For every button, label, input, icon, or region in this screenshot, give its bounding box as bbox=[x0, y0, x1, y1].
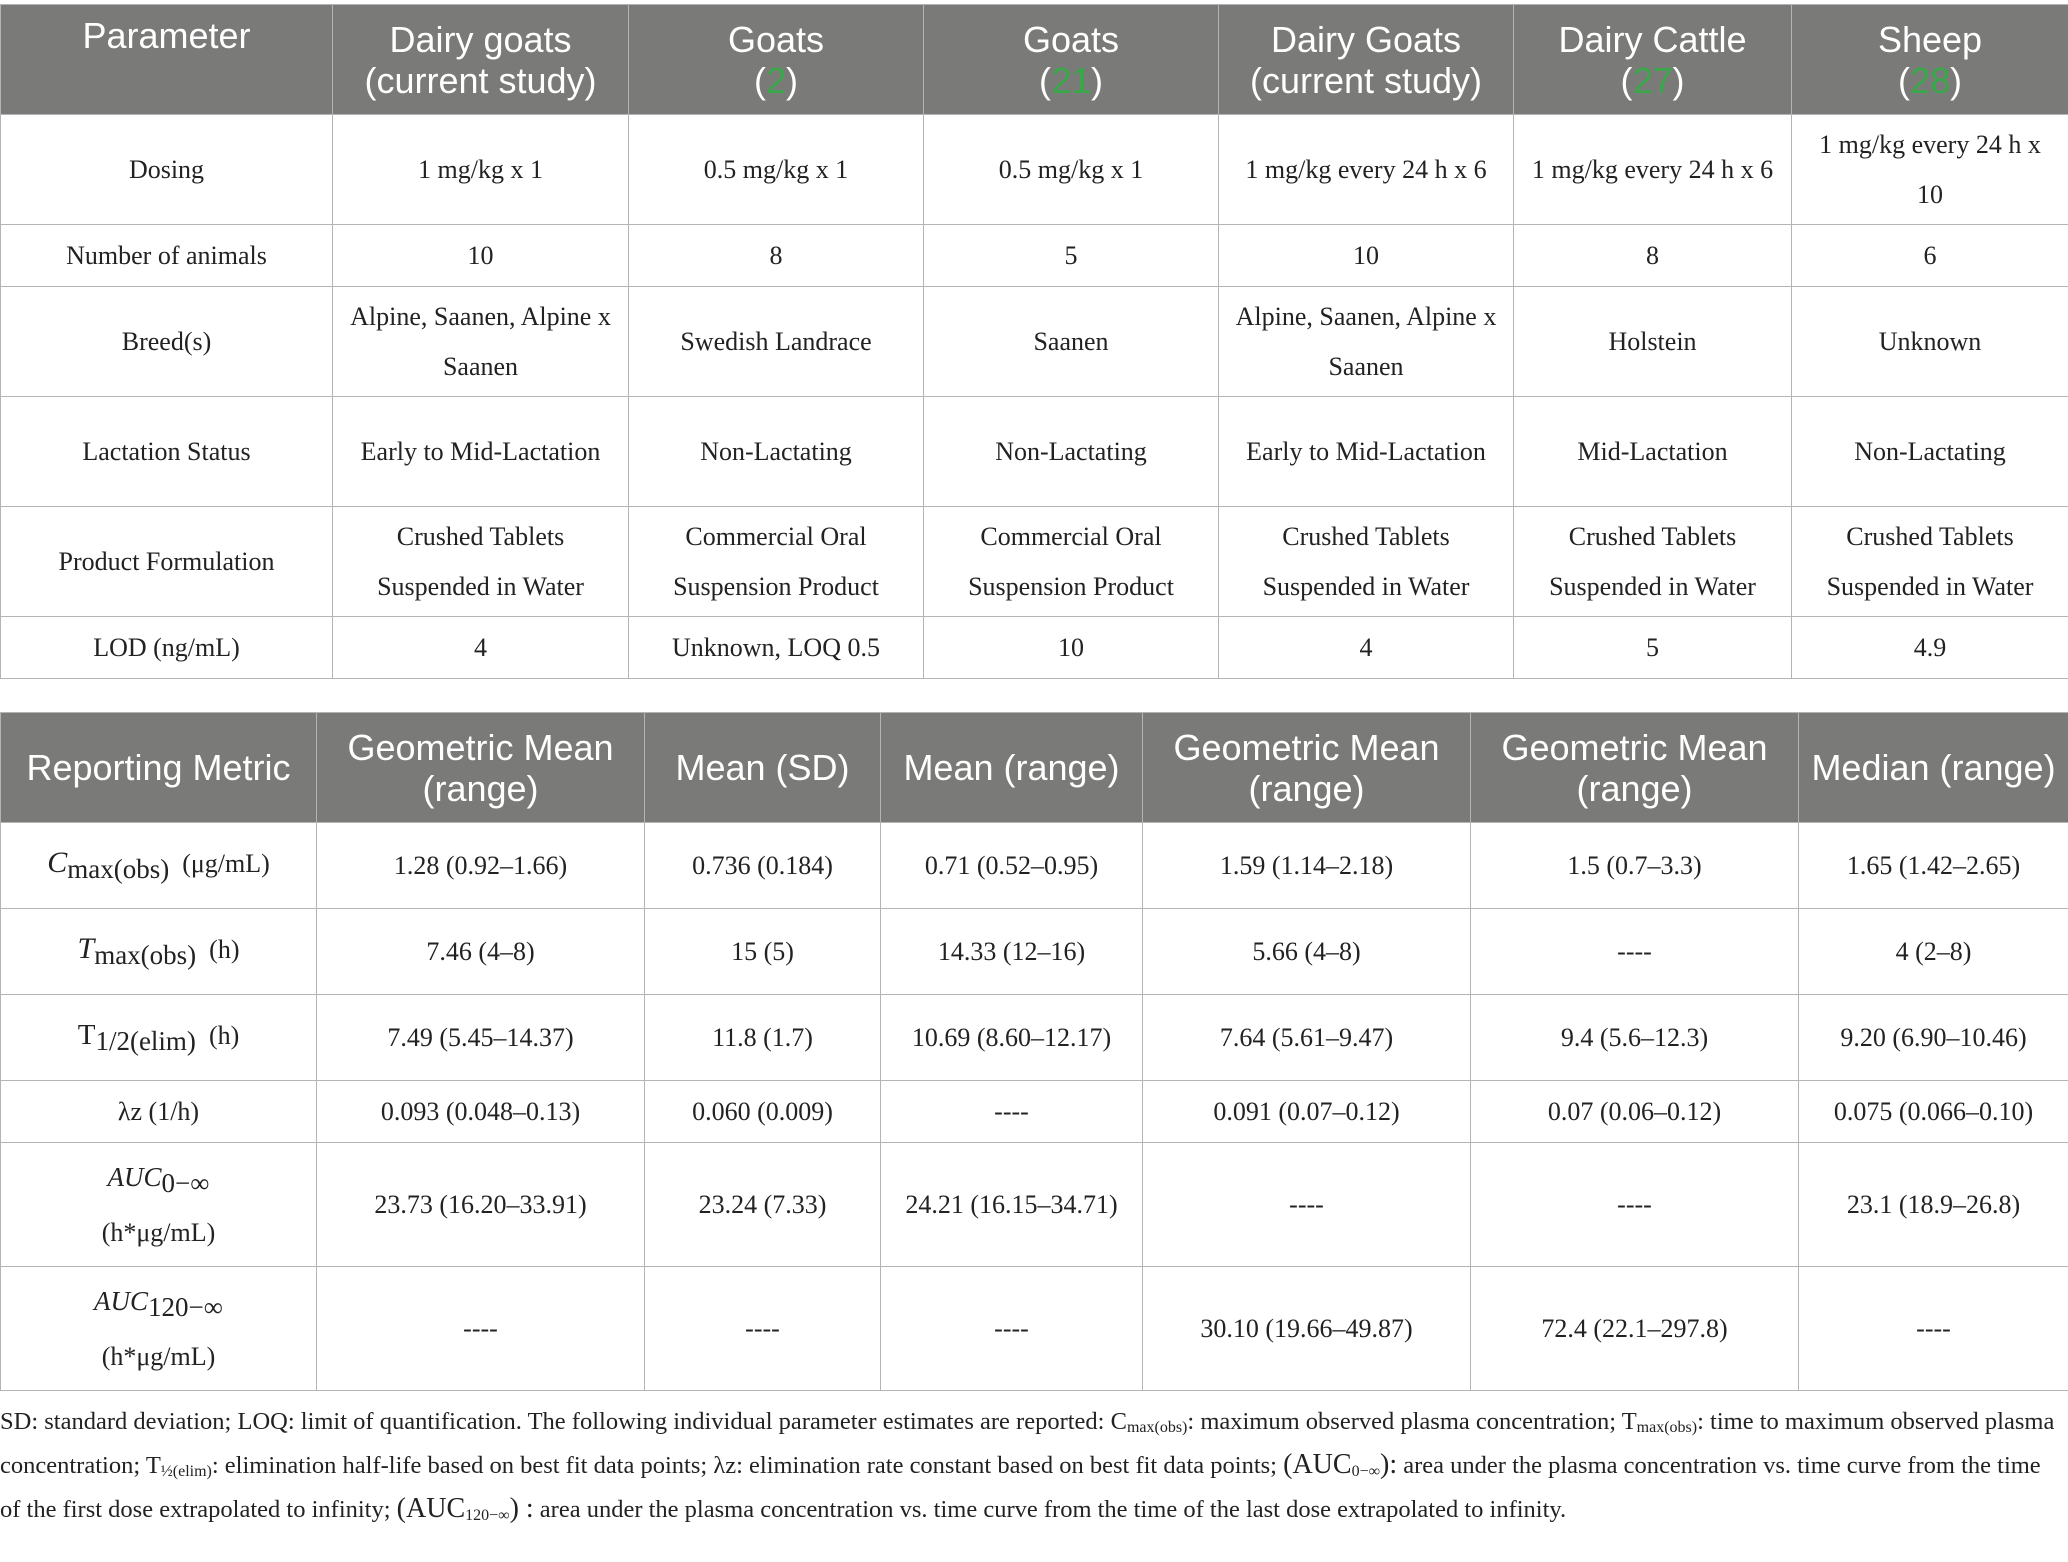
header-reporting-metric: Reporting Metric bbox=[1, 713, 317, 823]
table-cell: 11.8 (1.7) bbox=[645, 995, 881, 1081]
header-sheep-ref-28: Sheep (28) bbox=[1792, 5, 2068, 115]
reference-link[interactable]: 2 bbox=[765, 59, 787, 101]
table-row bbox=[1, 995, 2068, 1081]
header-median-range: Median (range) bbox=[1799, 713, 2068, 823]
table-cell: Crushed Tablets Suspended in Water bbox=[1219, 507, 1514, 617]
row-label: $C_{max(obs)}$ (μg/mL) bbox=[1, 823, 317, 909]
table-cell: Early to Mid-Lactation bbox=[1219, 397, 1514, 507]
table-cell: 1 mg/kg every 24 h x 6 bbox=[1514, 115, 1792, 225]
header-parameter: Parameter bbox=[1, 5, 333, 115]
table-cell: 1.28 (0.92–1.66) bbox=[317, 823, 645, 909]
table-cell: 10 bbox=[333, 225, 629, 287]
table-row bbox=[1, 617, 2068, 679]
table-cell: 0.736 (0.184) bbox=[645, 823, 881, 909]
row-label: Dosing bbox=[1, 115, 333, 225]
table-cell: 1 mg/kg x 1 bbox=[333, 115, 629, 225]
table-cell: Alpine, Saanen, Alpine x Saanen bbox=[1219, 287, 1514, 397]
table-cell: 72.4 (22.1–297.8) bbox=[1471, 1267, 1799, 1391]
table-cell: Mid-Lactation bbox=[1514, 397, 1792, 507]
table-cell: Early to Mid-Lactation bbox=[333, 397, 629, 507]
table-cell: Non-Lactating bbox=[629, 397, 924, 507]
reference-link[interactable]: 21 bbox=[1050, 59, 1092, 101]
table-cell: 8 bbox=[629, 225, 924, 287]
table-cell: Saanen bbox=[924, 287, 1219, 397]
table-row bbox=[1, 1143, 2068, 1267]
table-cell: Unknown, LOQ 0.5 bbox=[629, 617, 924, 679]
row-label: $AUC_{120-\infty}$ (h*μg/mL) bbox=[1, 1267, 317, 1391]
pk-metrics-table bbox=[0, 712, 2068, 1391]
table-cell: 6 bbox=[1792, 225, 2068, 287]
table-cell: 5 bbox=[924, 225, 1219, 287]
header-goats-ref-21: Goats (21) bbox=[924, 5, 1219, 115]
table-cell: 14.33 (12–16) bbox=[881, 909, 1143, 995]
table-cell: 0.71 (0.52–0.95) bbox=[881, 823, 1143, 909]
table-row bbox=[1, 1267, 2068, 1391]
table-cell: 0.091 (0.07–0.12) bbox=[1143, 1081, 1471, 1143]
table-cell: Crushed Tablets Suspended in Water bbox=[1514, 507, 1792, 617]
table-header-row bbox=[1, 5, 2068, 115]
table-row bbox=[1, 115, 2068, 225]
table-cell: 7.64 (5.61–9.47) bbox=[1143, 995, 1471, 1081]
table-cell: 4 (2–8) bbox=[1799, 909, 2068, 995]
table-cell: ---- bbox=[881, 1081, 1143, 1143]
table-cell: 10.69 (8.60–12.17) bbox=[881, 995, 1143, 1081]
table-cell: 4 bbox=[1219, 617, 1514, 679]
header-dairy-cattle-ref-27: Dairy Cattle (27) bbox=[1514, 5, 1792, 115]
table-header-row bbox=[1, 713, 2068, 823]
table-cell: 23.1 (18.9–26.8) bbox=[1799, 1143, 2068, 1267]
table-row bbox=[1, 1081, 2068, 1143]
table-cell: 30.10 (19.66–49.87) bbox=[1143, 1267, 1471, 1391]
table-cell: 15 (5) bbox=[645, 909, 881, 995]
table-cell: ---- bbox=[881, 1267, 1143, 1391]
table-cell: 7.46 (4–8) bbox=[317, 909, 645, 995]
table-cell: Non-Lactating bbox=[924, 397, 1219, 507]
table-cell: 9.20 (6.90–10.46) bbox=[1799, 995, 2068, 1081]
table-cell: 1.59 (1.14–2.18) bbox=[1143, 823, 1471, 909]
header-geometric-mean-range: Geometric Mean (range) bbox=[317, 713, 645, 823]
table-cell: Crushed Tablets Suspended in Water bbox=[1792, 507, 2068, 617]
table-cell: 23.73 (16.20–33.91) bbox=[317, 1143, 645, 1267]
table-cell: 0.5 mg/kg x 1 bbox=[629, 115, 924, 225]
table-cell: Unknown bbox=[1792, 287, 2068, 397]
row-label: λz (1/h) bbox=[1, 1081, 317, 1143]
table-cell: 23.24 (7.33) bbox=[645, 1143, 881, 1267]
table-cell: 10 bbox=[1219, 225, 1514, 287]
table-cell: 0.07 (0.06–0.12) bbox=[1471, 1081, 1799, 1143]
header-goats-ref-2: Goats (2) bbox=[629, 5, 924, 115]
table-cell: 7.49 (5.45–14.37) bbox=[317, 995, 645, 1081]
table-cell: Non-Lactating bbox=[1792, 397, 2068, 507]
row-label: Number of animals bbox=[1, 225, 333, 287]
table-cell: ---- bbox=[1471, 909, 1799, 995]
table-cell: 1 mg/kg every 24 h x 6 bbox=[1219, 115, 1514, 225]
table-cell: 1.65 (1.42–2.65) bbox=[1799, 823, 2068, 909]
row-label: LOD (ng/mL) bbox=[1, 617, 333, 679]
table-cell: 1 mg/kg every 24 h x 10 bbox=[1792, 115, 2068, 225]
reference-link[interactable]: 28 bbox=[1909, 59, 1951, 101]
table-cell: 10 bbox=[924, 617, 1219, 679]
row-label: $T_{max(obs)}$ (h) bbox=[1, 909, 317, 995]
header-mean-sd: Mean (SD) bbox=[645, 713, 881, 823]
table-row bbox=[1, 507, 2068, 617]
table-cell: 9.4 (5.6–12.3) bbox=[1471, 995, 1799, 1081]
row-label: Lactation Status bbox=[1, 397, 333, 507]
table-row bbox=[1, 397, 2068, 507]
table-cell: ---- bbox=[1799, 1267, 2068, 1391]
table-row bbox=[1, 823, 2068, 909]
row-label: $AUC_{0-\infty}$ (h*μg/mL) bbox=[1, 1143, 317, 1267]
table-cell: 4 bbox=[333, 617, 629, 679]
table-cell: Swedish Landrace bbox=[629, 287, 924, 397]
table-row bbox=[1, 287, 2068, 397]
header-geometric-mean-range: Geometric Mean (range) bbox=[1143, 713, 1471, 823]
table-cell: 5.66 (4–8) bbox=[1143, 909, 1471, 995]
header-dairy-goats-current-2: Dairy Goats (current study) bbox=[1219, 5, 1514, 115]
table-cell: 0.093 (0.048–0.13) bbox=[317, 1081, 645, 1143]
table-cell: ---- bbox=[317, 1267, 645, 1391]
table-cell: 0.5 mg/kg x 1 bbox=[924, 115, 1219, 225]
table-cell: 0.075 (0.066–0.10) bbox=[1799, 1081, 2068, 1143]
table-cell: 24.21 (16.15–34.71) bbox=[881, 1143, 1143, 1267]
table-cell: 1.5 (0.7–3.3) bbox=[1471, 823, 1799, 909]
header-geometric-mean-range: Geometric Mean (range) bbox=[1471, 713, 1799, 823]
table-cell: ---- bbox=[1471, 1143, 1799, 1267]
row-label: $T_{1/2(elim)}$ (h) bbox=[1, 995, 317, 1081]
table-footnote: SD: standard deviation; LOQ: limit of quantification. The following individual parameter estimates are reported: $C_{max(obs)}$: maximum observed plasma concentration; $T_{max(obs)}$: time to maximum observed plasma concentration; $T_{\frac{1}{2}(elim)}$: elimination half-life based on best fit data points; λz: elimination rate constant based on best fit data points; $(AUC_{0-\infty})$: area under the plasma concentration vs. time curve from the time of the first dose extrapolated to infinity; $(AUC_{120-\infty})$ : area under the plasma concentration vs. time curve from the time of the last dose extrapolated to infinity. bbox=[0, 1408, 2055, 1524]
table-row bbox=[1, 225, 2068, 287]
table-cell: Crushed Tablets Suspended in Water bbox=[333, 507, 629, 617]
table-cell: Commercial Oral Suspension Product bbox=[924, 507, 1219, 617]
table-cell: Holstein bbox=[1514, 287, 1792, 397]
row-label: Breed(s) bbox=[1, 287, 333, 397]
reference-link[interactable]: 27 bbox=[1632, 59, 1673, 101]
table-row bbox=[1, 909, 2068, 995]
table-cell: ---- bbox=[1143, 1143, 1471, 1267]
study-comparison-table bbox=[0, 4, 2068, 679]
table-cell: ---- bbox=[645, 1267, 881, 1391]
table-cell: 0.060 (0.009) bbox=[645, 1081, 881, 1143]
header-mean-range: Mean (range) bbox=[881, 713, 1143, 823]
table-cell: Commercial Oral Suspension Product bbox=[629, 507, 924, 617]
row-label: Product Formulation bbox=[1, 507, 333, 617]
table-cell: 4.9 bbox=[1792, 617, 2068, 679]
header-dairy-goats-current: Dairy goats (current study) bbox=[333, 5, 629, 115]
table-cell: 8 bbox=[1514, 225, 1792, 287]
table-cell: Alpine, Saanen, Alpine x Saanen bbox=[333, 287, 629, 397]
table-cell: 5 bbox=[1514, 617, 1792, 679]
